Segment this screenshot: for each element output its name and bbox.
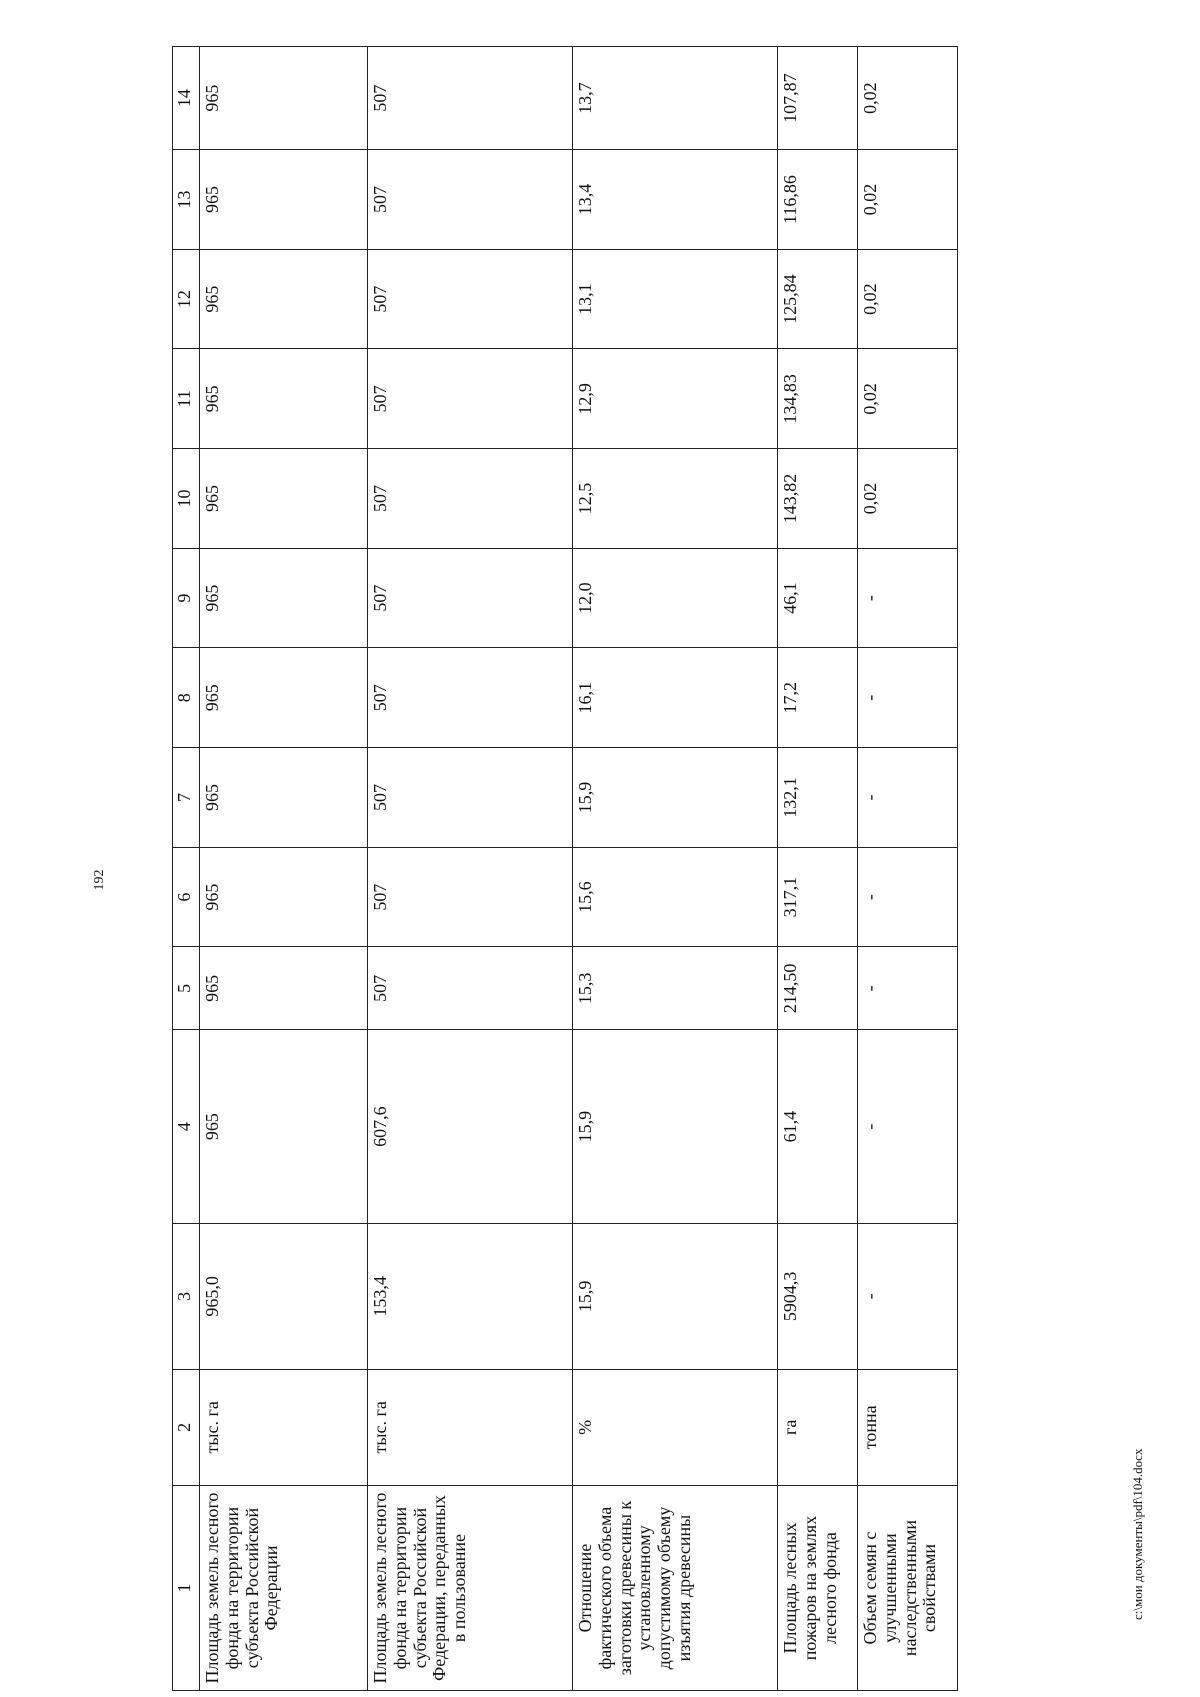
table-row <box>368 47 573 1691</box>
table-cell: 965 <box>200 349 368 449</box>
table-container <box>172 46 946 1691</box>
table-cell: 965 <box>200 748 368 848</box>
row-label: Площадь земель лесного фонда на территории субъекта Российской Федерации, переданных в пользование <box>368 1486 573 1691</box>
table-cell: 507 <box>368 47 573 150</box>
table-cell: 15,6 <box>573 847 778 947</box>
table-cell: 0,02 <box>858 449 958 549</box>
row-unit: тонна <box>858 1369 958 1485</box>
table-cell: - <box>858 1224 958 1370</box>
table-cell: 507 <box>368 847 573 947</box>
table-cell: 5904,3 <box>778 1224 858 1370</box>
table-cell: 965 <box>200 449 368 549</box>
table-cell: 15,3 <box>573 947 778 1030</box>
table-cell: 507 <box>368 548 573 648</box>
row-label: Объем семян с улучшенными наследственными свойствами <box>858 1486 958 1691</box>
table-cell: 507 <box>368 349 573 449</box>
table-cell: 116,86 <box>778 150 858 250</box>
table-cell: 0,02 <box>858 47 958 150</box>
table-cell: 17,2 <box>778 648 858 748</box>
table-cell: 12,9 <box>573 349 778 449</box>
page-number: 192 <box>92 869 107 891</box>
table-cell: 965 <box>200 847 368 947</box>
table-cell: 965,0 <box>200 1224 368 1370</box>
table-cell: 965 <box>200 648 368 748</box>
table-cell: 0,02 <box>858 249 958 349</box>
table-cell: 507 <box>368 947 573 1030</box>
column-header: 12 <box>173 249 200 349</box>
table-cell: 965 <box>200 548 368 648</box>
table-row <box>200 47 368 1691</box>
table-cell: 107,87 <box>778 47 858 150</box>
table-cell: 965 <box>200 947 368 1030</box>
row-unit: тыс. га <box>200 1369 368 1485</box>
table-cell: 0,02 <box>858 150 958 250</box>
column-header: 1 <box>173 1486 200 1691</box>
table-cell: 15,9 <box>573 748 778 848</box>
column-header: 14 <box>173 47 200 150</box>
table-cell: 125,84 <box>778 249 858 349</box>
row-label: Площадь земель лесного фонда на территории субъекта Российской Федерации <box>200 1486 368 1691</box>
table-cell: 143,82 <box>778 449 858 549</box>
table-cell: 132,1 <box>778 748 858 848</box>
table-cell: 965 <box>200 1030 368 1224</box>
row-label: Отношение фактического объема заготовки древесины к установленному допустимому объему изъятия древесины <box>573 1486 778 1691</box>
table-cell: - <box>858 947 958 1030</box>
column-header: 7 <box>173 748 200 848</box>
table-cell: - <box>858 548 958 648</box>
table-row <box>778 47 858 1691</box>
column-header: 2 <box>173 1369 200 1485</box>
table-cell: 12,0 <box>573 548 778 648</box>
table-cell: 607,6 <box>368 1030 573 1224</box>
table-cell: 12,5 <box>573 449 778 549</box>
table-cell: - <box>858 648 958 748</box>
table-cell: 965 <box>200 249 368 349</box>
data-table <box>172 46 958 1691</box>
table-row <box>573 47 778 1691</box>
column-header: 6 <box>173 847 200 947</box>
row-unit: тыс. га <box>368 1369 573 1485</box>
table-cell: 507 <box>368 249 573 349</box>
column-header: 4 <box>173 1030 200 1224</box>
table-cell: 507 <box>368 150 573 250</box>
row-label: Площадь лесных пожаров на землях лесного фонда <box>778 1486 858 1691</box>
table-cell: 317,1 <box>778 847 858 947</box>
row-unit: % <box>573 1369 778 1485</box>
table-cell: 965 <box>200 47 368 150</box>
table-cell: - <box>858 847 958 947</box>
row-unit: га <box>778 1369 858 1485</box>
table-cell: 507 <box>368 648 573 748</box>
table-cell: 46,1 <box>778 548 858 648</box>
column-header: 10 <box>173 449 200 549</box>
table-cell: - <box>858 748 958 848</box>
table-cell: - <box>858 1030 958 1224</box>
table-cell: 153,4 <box>368 1224 573 1370</box>
column-header: 8 <box>173 648 200 748</box>
table-cell: 134,83 <box>778 349 858 449</box>
column-header: 13 <box>173 150 200 250</box>
table-cell: 15,9 <box>573 1030 778 1224</box>
table-cell: 16,1 <box>573 648 778 748</box>
table-cell: 965 <box>200 150 368 250</box>
table-cell: 15,9 <box>573 1224 778 1370</box>
column-header: 3 <box>173 1224 200 1370</box>
table-cell: 0,02 <box>858 349 958 449</box>
footer-file-path: c:\мои документы\pdf\104.docx <box>1130 1448 1145 1620</box>
table-cell: 13,1 <box>573 249 778 349</box>
table-row <box>858 47 958 1691</box>
column-header: 9 <box>173 548 200 648</box>
table-cell: 61,4 <box>778 1030 858 1224</box>
table-cell: 214,50 <box>778 947 858 1030</box>
table-cell: 13,4 <box>573 150 778 250</box>
column-header: 5 <box>173 947 200 1030</box>
table-cell: 13,7 <box>573 47 778 150</box>
table-cell: 507 <box>368 449 573 549</box>
header-row <box>173 47 200 1691</box>
table-cell: 507 <box>368 748 573 848</box>
column-header: 11 <box>173 349 200 449</box>
